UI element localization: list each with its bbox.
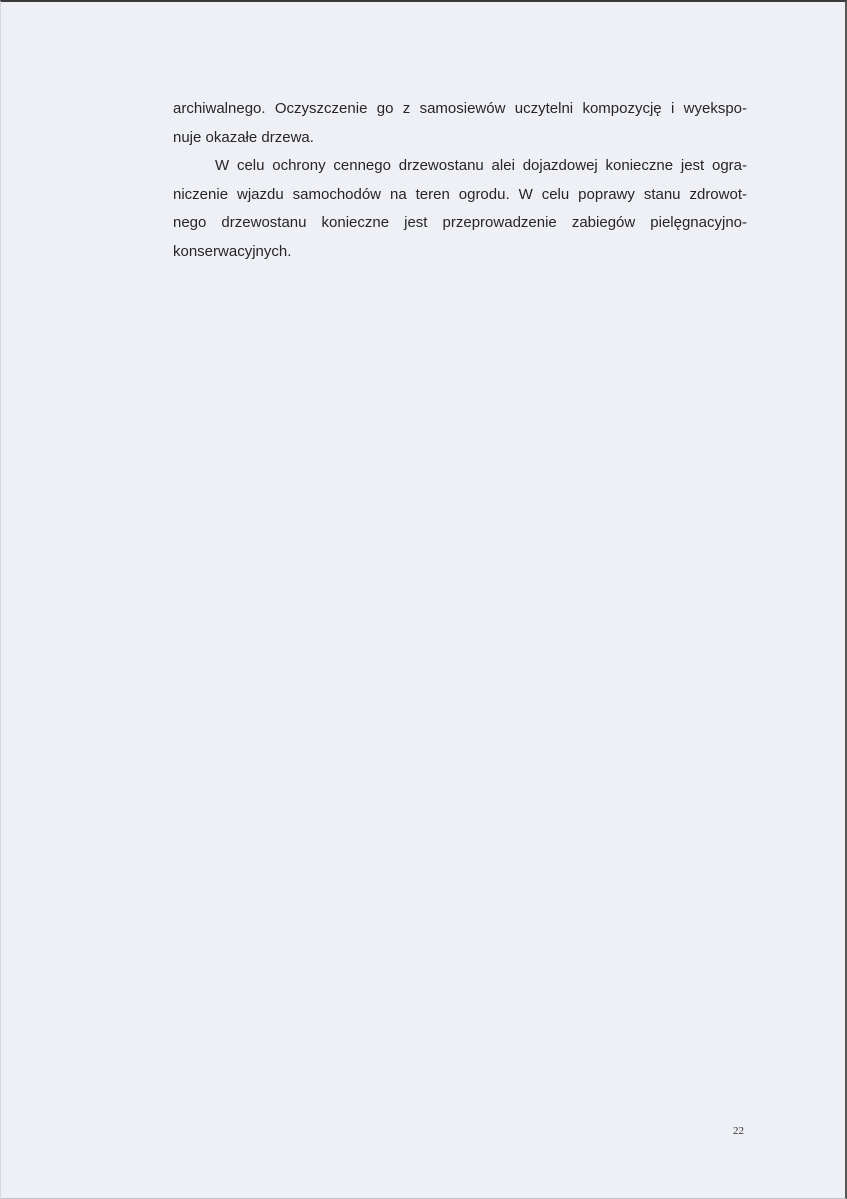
text-line: archiwalnego. Oczyszczenie go z samosiewów uczytelni kompozycję i wyekspo-	[173, 100, 747, 117]
text-line: niczenie wjazdu samochodów na teren ogrodu. W celu poprawy stanu zdrowot-	[173, 185, 747, 203]
paragraph-1	[173, 95, 747, 152]
text-line: nego drzewostanu konieczne jest przeprowadzenie zabiegów pielęgnacyjno-	[173, 214, 747, 231]
body-text	[173, 95, 747, 266]
paragraph-2	[173, 152, 747, 266]
text-line: konserwacyjnych.	[173, 242, 292, 260]
text-line: W celu ochrony cennego drzewostanu alei dojazdowej konieczne jest ogra-	[215, 157, 747, 174]
page-number: 22	[733, 1125, 744, 1137]
text-line: nuje okazałe drzewa.	[173, 128, 314, 146]
